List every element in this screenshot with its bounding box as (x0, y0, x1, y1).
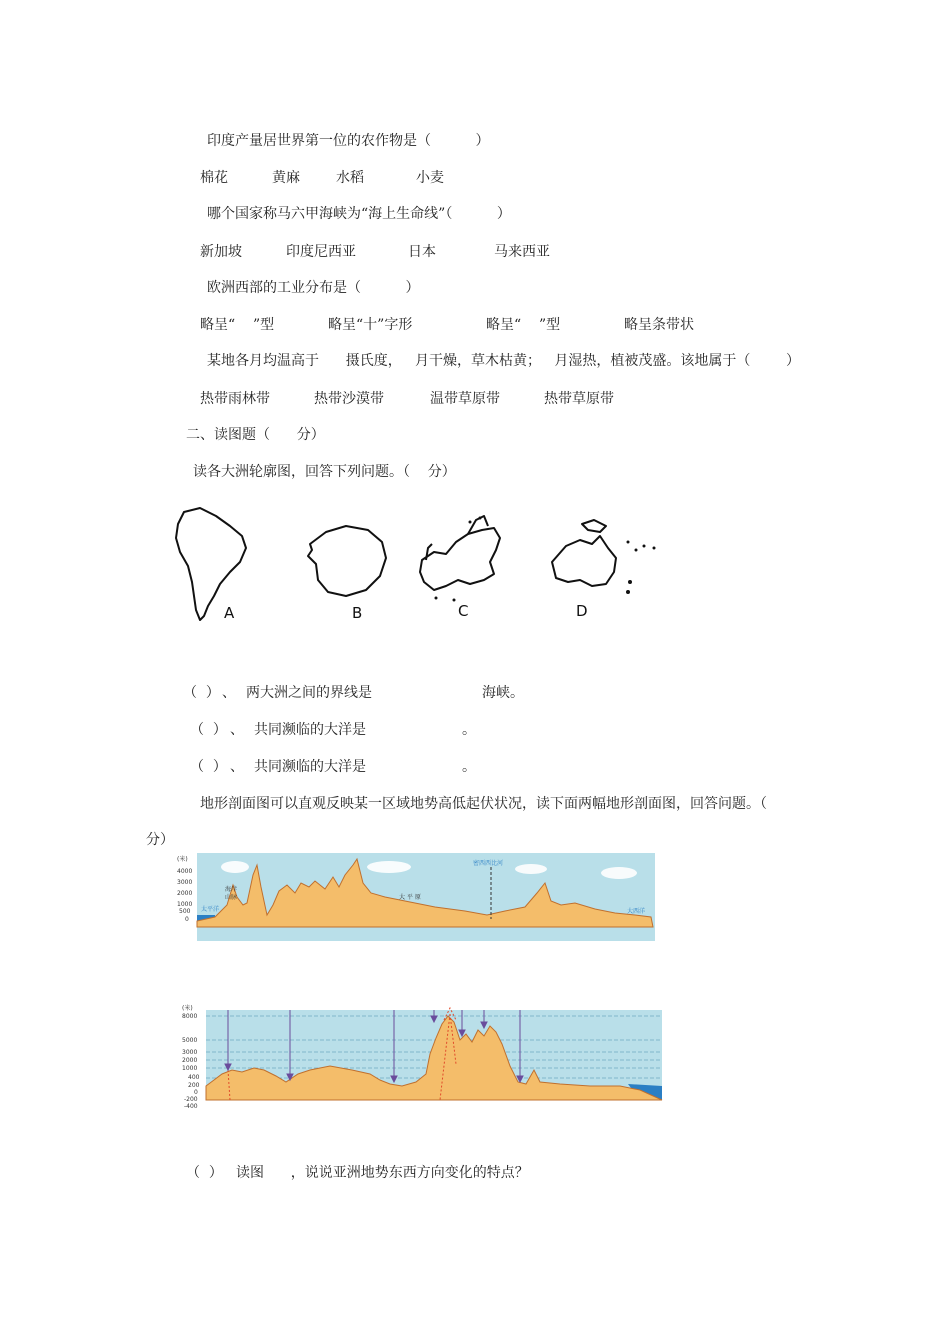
tick: 2000 (182, 1057, 198, 1064)
tick: 2000 (177, 890, 193, 897)
coast-range-label-2: 山脉 (225, 894, 238, 901)
label-d: D (576, 602, 588, 620)
question-text: 共同濒临的大洋是 (254, 759, 366, 775)
mississippi-label: 密西西比河 (473, 860, 504, 867)
option: 温带草原带 (430, 391, 500, 407)
option: 黄麻 (272, 170, 300, 186)
question-text: 共同濒临的大洋是 (254, 722, 366, 738)
tick: 1000 (177, 901, 193, 908)
tick: 0 (194, 1089, 198, 1096)
tick: 8000 (182, 1013, 198, 1020)
question-tail: 海峡。 (482, 685, 524, 701)
label-b: B (352, 604, 363, 622)
option: 略呈“十”字形 (328, 317, 413, 333)
option: 略呈条带状 (624, 317, 694, 333)
tick: 3000 (182, 1049, 198, 1056)
tick: -400 (184, 1103, 198, 1110)
terrain-profile-1 (175, 853, 655, 941)
option: 日本 (408, 244, 436, 260)
label-a: A (224, 604, 235, 622)
separator: 、 (230, 722, 244, 738)
tick: -200 (184, 1096, 198, 1103)
option: 热带草原带 (544, 391, 614, 407)
separator: 、 (230, 759, 244, 775)
question-2-text: 哪个国家称马六甲海峡为“海上生命线”（ ） (207, 206, 511, 222)
section-2-title: 二、读图题（ 分） (186, 427, 325, 443)
map-question-intro: 读各大洲轮廓图，回答下列问题。（ 分） (193, 464, 456, 480)
tick: 1000 (182, 1065, 198, 1072)
tick: 4000 (177, 868, 193, 875)
unit-label: (米) (182, 1005, 193, 1012)
continent-outlines (170, 500, 670, 630)
separator: 、 (222, 685, 236, 701)
paren: （ ） (183, 685, 220, 701)
tick: 0 (185, 916, 189, 923)
question-tail: 。 (462, 722, 476, 738)
unit-label: (米) (177, 856, 188, 863)
profile-subquestion (0, 1163, 950, 1223)
option: 略呈“ ”型 (200, 317, 275, 333)
tick: 5000 (182, 1037, 198, 1044)
question-1-text: 印度产量居世界第一位的农作物是（ ） (207, 133, 490, 149)
option: 新加坡 (200, 244, 242, 260)
option: 马来西亚 (494, 244, 550, 260)
south-america-outline (176, 508, 246, 620)
paren: （ ） (190, 759, 227, 775)
question-3-text: 欧洲西部的工业分布是（ ） (207, 280, 420, 296)
question-text: 两大洲之间的界线是 (246, 685, 372, 701)
tick: 3000 (177, 879, 193, 886)
option: 热带沙漠带 (314, 391, 384, 407)
question-tail: 。 (462, 759, 476, 775)
option: 小麦 (416, 170, 444, 186)
pacific-label: 太平洋 (201, 906, 220, 913)
terrain-profile-2 (180, 1004, 664, 1110)
tick: 200 (188, 1082, 200, 1089)
tick: 500 (179, 908, 191, 915)
question-4-text: 某地各月均温高于 摄氏度， 月干燥，草木枯黄； 月湿热，植被茂盛。该地属于（ ） (207, 353, 801, 369)
option: 棉花 (200, 170, 228, 186)
profile-question-intro-cont: 分） (146, 832, 174, 848)
oceania-outline (552, 536, 616, 586)
paren: （ ） (186, 1165, 223, 1181)
option: 印度尼西亚 (286, 244, 356, 260)
option: 热带雨林带 (200, 391, 270, 407)
question-text: 读图 ，说说亚洲地势东西方向变化的特点？ (236, 1165, 529, 1181)
europe-outline (420, 528, 500, 590)
option: 略呈“ ”型 (486, 317, 561, 333)
question-4-options (0, 389, 950, 489)
label-c: C (458, 602, 469, 620)
tick: 400 (188, 1074, 200, 1081)
antarctica-outline (308, 526, 386, 596)
plains-label: 大 平 原 (399, 894, 421, 901)
atlantic-label: 大西洋 (627, 908, 646, 915)
coast-range-label: 海岸 (225, 886, 238, 893)
profile-question-intro: 地形剖面图可以直观反映某一区域地势高低起伏状况，读下面两幅地形剖面图，回答问题。（ (200, 796, 767, 812)
paren: （ ） (190, 722, 227, 738)
option: 水稻 (336, 170, 364, 186)
